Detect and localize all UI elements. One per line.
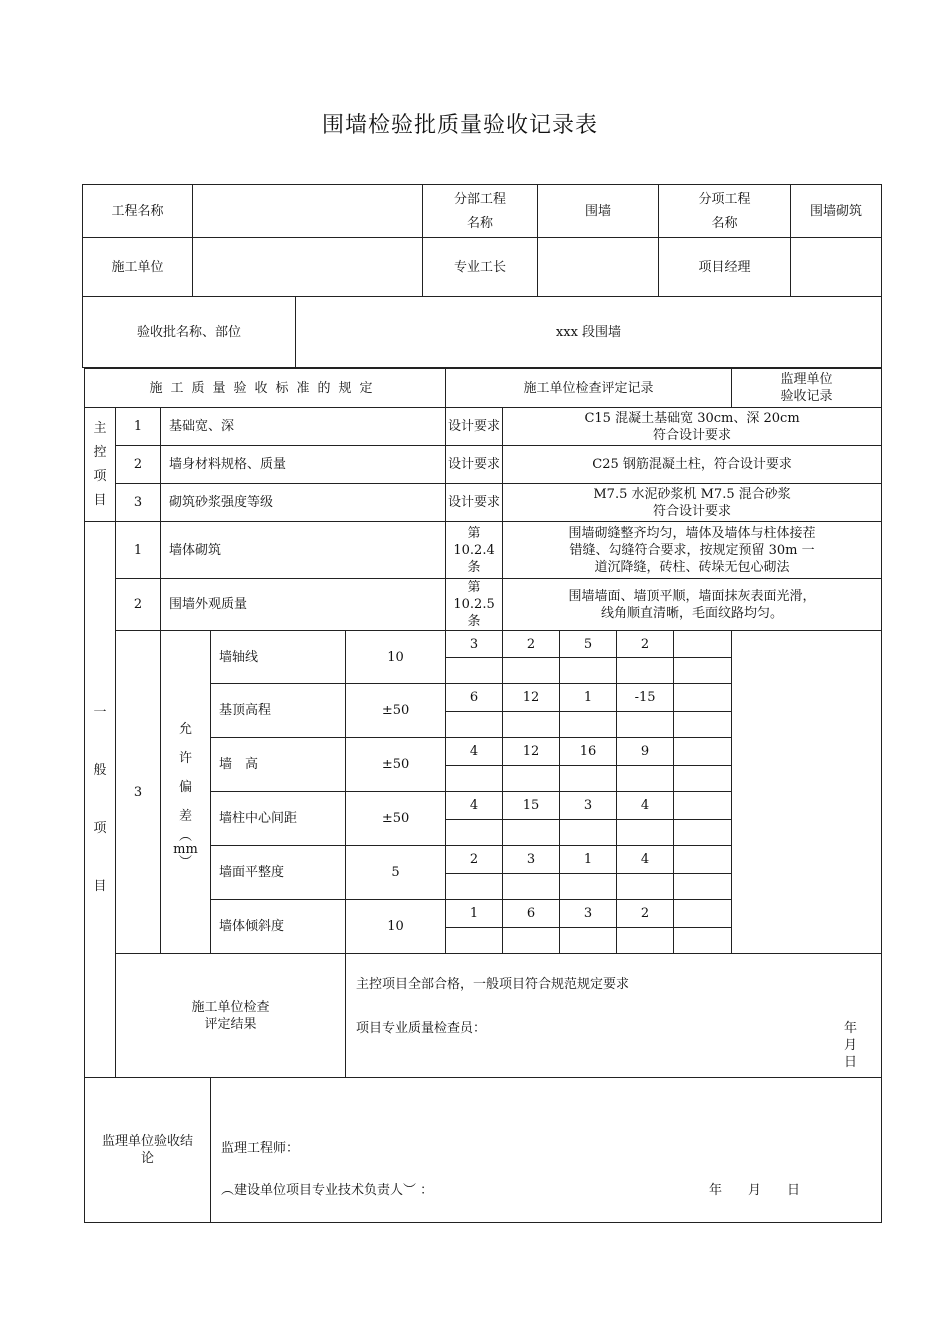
measured-value [617, 928, 674, 954]
measured-value: 16 [560, 738, 617, 766]
item-no: 1 [116, 522, 161, 579]
supervision-engineer: 监理工程师： [221, 1141, 300, 1156]
measured-value: 12 [503, 684, 560, 712]
project-name-value [193, 185, 423, 238]
supervision-date: 年 月 日 [709, 1183, 801, 1198]
table-row [85, 579, 882, 631]
item-requirement: 设计要求 [446, 484, 503, 522]
measured-value [674, 738, 732, 766]
item-record: C25 钢筋混凝土柱，符合设计要求 [503, 446, 882, 484]
tolerance-allow: ±50 [346, 684, 446, 738]
measured-value [617, 766, 674, 792]
item-name: 墙身材料规格、质量 [161, 446, 446, 484]
item-requirement: 第 10.2.4 条 [446, 522, 503, 579]
item-record: C15 混凝土基础宽 30cm、深 20cm 符合设计要求 [503, 408, 882, 446]
measured-value: -15 [617, 684, 674, 712]
measured-value: 1 [446, 900, 503, 928]
column-standard: 施工质量验收标准的规定 [85, 369, 446, 408]
measured-value [446, 820, 503, 846]
measured-value: 2 [446, 846, 503, 874]
construction-unit-label: 施工单位 [83, 238, 193, 297]
tolerance-allow: 10 [346, 631, 446, 684]
measured-value [560, 874, 617, 900]
measured-value [674, 631, 732, 658]
measured-value: 2 [503, 631, 560, 658]
item-requirement: 第 10.2.5 条 [446, 579, 503, 631]
result-content [346, 954, 882, 1078]
supervision-content [211, 1078, 882, 1223]
measured-value: 1 [560, 846, 617, 874]
measured-value [617, 658, 674, 684]
item-requirement: 设计要求 [446, 446, 503, 484]
measured-value [503, 712, 560, 738]
sub-project-label: 分部工程 名称 [423, 185, 538, 238]
measured-value [503, 820, 560, 846]
manager-value [791, 238, 882, 297]
measured-value: 3 [560, 900, 617, 928]
supervision-label: 监理单位验收结 论 [85, 1078, 211, 1223]
tolerance-allow: 5 [346, 846, 446, 900]
measured-value [674, 712, 732, 738]
measured-value: 6 [503, 900, 560, 928]
measured-value [446, 712, 503, 738]
acceptance-table [84, 368, 882, 1223]
measured-value: 2 [617, 631, 674, 658]
item-no: 2 [116, 446, 161, 484]
measured-value [503, 928, 560, 954]
measured-value [503, 874, 560, 900]
table-row [85, 484, 882, 522]
tolerance-item-name: 墙 高 [211, 738, 346, 792]
measured-value: 4 [446, 792, 503, 820]
tolerance-supervision [732, 631, 882, 954]
measured-value [617, 712, 674, 738]
measured-value [560, 820, 617, 846]
measured-value [446, 658, 503, 684]
measured-value [674, 658, 732, 684]
foreman-value [538, 238, 659, 297]
page-title: 围墙检验批质量验收记录表 [321, 113, 598, 138]
measured-value: 4 [617, 792, 674, 820]
measured-value [674, 900, 732, 928]
measured-value: 4 [446, 738, 503, 766]
batch-table [82, 296, 882, 368]
measured-value [446, 928, 503, 954]
measured-value: 1 [560, 684, 617, 712]
table-row [85, 954, 882, 1078]
measured-value [560, 766, 617, 792]
item-no: 2 [116, 579, 161, 631]
measured-value [674, 846, 732, 874]
sub-project-value: 围墙 [538, 185, 659, 238]
item-project-label: 分项工程 名称 [659, 185, 791, 238]
column-record: 施工单位检查评定记录 [446, 369, 732, 408]
item-no: 1 [116, 408, 161, 446]
measured-value [503, 658, 560, 684]
item-requirement: 设计要求 [446, 408, 503, 446]
measured-value [674, 792, 732, 820]
measured-value: 9 [617, 738, 674, 766]
measured-value: 12 [503, 738, 560, 766]
measured-value [560, 658, 617, 684]
measured-value: 3 [503, 846, 560, 874]
result-inspector: 项目专业质量检查员： [356, 1021, 487, 1036]
batch-label: 验收批名称、部位 [83, 297, 296, 368]
measured-value [617, 820, 674, 846]
item-name: 围墙外观质量 [161, 579, 446, 631]
table-row [85, 631, 882, 658]
measured-value [674, 928, 732, 954]
item-name: 墙体砌筑 [161, 522, 446, 579]
measured-value [503, 766, 560, 792]
tolerance-item-name: 墙柱中心间距 [211, 792, 346, 846]
measured-value [674, 766, 732, 792]
tolerance-item-name: 墙轴线 [211, 631, 346, 684]
tolerance-label: 允 许 偏 差 ︵ mm ︶ [161, 631, 211, 954]
table-row [85, 446, 882, 484]
measured-value [674, 684, 732, 712]
item-record: M7.5 水泥砂浆机 M7.5 混合砂浆 符合设计要求 [503, 484, 882, 522]
measured-value: 5 [560, 631, 617, 658]
result-date: 年 月 日 [844, 1021, 884, 1070]
item-no: 3 [116, 484, 161, 522]
batch-value: xxx 段围墙 [296, 297, 882, 368]
column-supervision: 监理单位 验收记录 [732, 369, 882, 408]
measured-value: 6 [446, 684, 503, 712]
table-row [85, 522, 882, 579]
main-control-label: 主 控 项 目 [85, 408, 116, 522]
result-text: 主控项目全部合格，一般项目符合规范规定要求 [356, 977, 630, 992]
measured-value [617, 874, 674, 900]
measured-value: 3 [446, 631, 503, 658]
table-row [85, 408, 882, 446]
tolerance-no: 3 [116, 631, 161, 954]
measured-value [674, 820, 732, 846]
measured-value: 2 [617, 900, 674, 928]
tolerance-allow: ±50 [346, 738, 446, 792]
measured-value [560, 712, 617, 738]
item-name: 砌筑砂浆强度等级 [161, 484, 446, 522]
tolerance-allow: ±50 [346, 792, 446, 846]
project-name-label: 工程名称 [83, 185, 193, 238]
measured-value: 3 [560, 792, 617, 820]
foreman-label: 专业工长 [423, 238, 538, 297]
measured-value [560, 928, 617, 954]
construction-unit-value [193, 238, 423, 297]
measured-value [446, 766, 503, 792]
item-project-value: 围墙砌筑 [791, 185, 882, 238]
item-name: 基础宽、深 [161, 408, 446, 446]
measured-value [674, 874, 732, 900]
table-row [85, 1078, 882, 1223]
measured-value [446, 874, 503, 900]
item-record: 围墙墙面、墙顶平顺，墙面抹灰表面光滑， 线角顺直清晰，毛面纹路均匀。 [503, 579, 882, 631]
tolerance-item-name: 墙体倾斜度 [211, 900, 346, 954]
tolerance-item-name: 基顶高程 [211, 684, 346, 738]
result-label: 施工单位检查 评定结果 [116, 954, 346, 1078]
tolerance-allow: 10 [346, 900, 446, 954]
item-record: 围墙砌缝整齐均匀，墙体及墙体与柱体接茬 错缝、勾缝符合要求，按规定预留 30m 一 道沉降缝，砖柱、砖垛无包心砌法 [503, 522, 882, 579]
manager-label: 项目经理 [659, 238, 791, 297]
general-label: 一 般 项 目 [85, 522, 116, 1078]
header-table [82, 184, 882, 297]
tolerance-item-name: 墙面平整度 [211, 846, 346, 900]
measured-value: 15 [503, 792, 560, 820]
supervision-owner: ︵建设单位项目专业技术负责人︶ ： [221, 1183, 434, 1198]
measured-value: 4 [617, 846, 674, 874]
